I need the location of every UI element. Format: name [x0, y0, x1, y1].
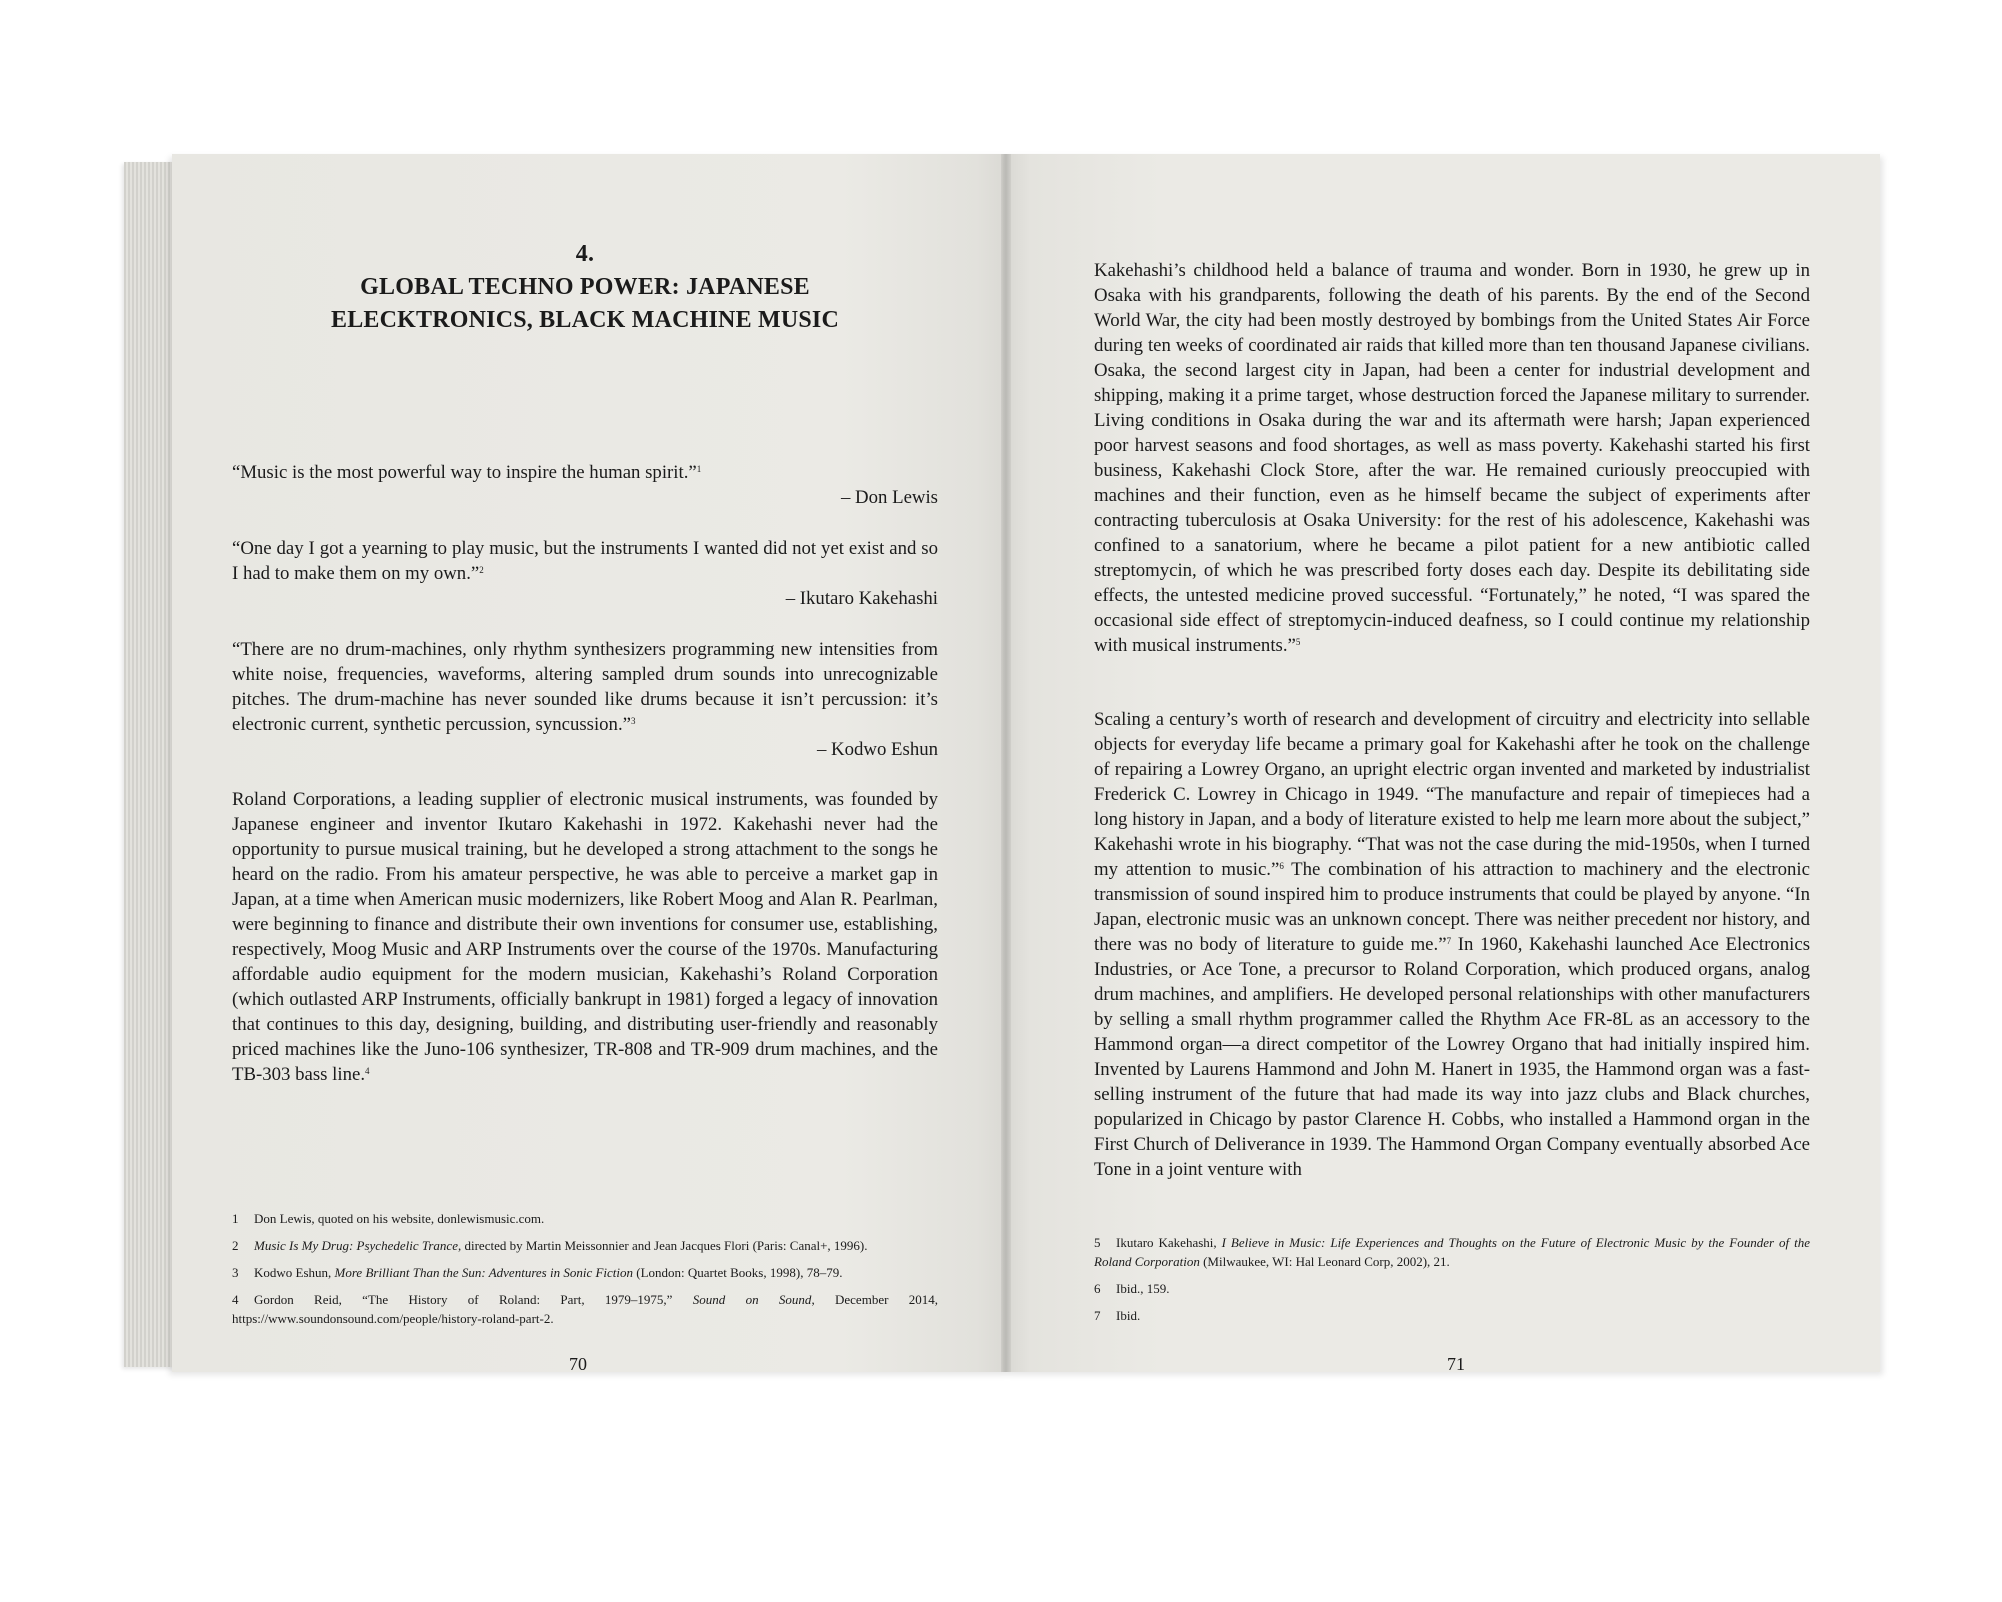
footnote-number: 1 — [232, 1211, 239, 1226]
page-number-right: 71 — [1447, 1354, 1465, 1374]
book-gutter — [1001, 154, 1011, 1372]
epigraph-3-note: 3 — [630, 716, 636, 726]
footnote-1 — [232, 1209, 938, 1228]
footnote-number: 2 — [232, 1238, 239, 1253]
left-body-paragraph — [232, 787, 938, 1087]
page-number-left: 70 — [569, 1354, 587, 1374]
epigraph-2-quote: “One day I got a yearning to play music, but the instruments I wanted did not yet exist and so I had to make them on my own.” — [232, 538, 938, 584]
left-body-text: Roland Corporations, a leading supplier of electronic musical instruments, was founded by Japanese engineer and inventor Ikutaro Kakehashi in 1972. Kakehashi never had the opportunity to pursue musical training, but he developed a strong attachment to the songs he heard on the radio. From his amateur perspective, he was able to perceive a market gap in Japan, at a time when American music modernizers, like Robert Moog and Alan R. Pearlman, were beginning to finance and distribute their own inventions for consumer use, establishing, respectively, Moog Music and ARP Instruments over the course of the 1970s. Manufacturing affordable audio equipment for the modern musician, Kakehashi’s Roland Corporation (which outlasted ARP Instruments, officially bankrupt in 1981) forged a legacy of innovation that continues to this day, designing, building, and distributing user-friendly and reasonably priced machines like the Juno-106 synthesizer, TR-808 and TR-909 drum machines, and the TB-303 bass line. — [232, 789, 938, 1085]
footnote-title: More Brilliant Than the Sun: Adventures in Sonic Fiction — [334, 1265, 634, 1280]
footnote-prefix: Gordon Reid, “The History of Roland: Part, 1979–1975,” — [254, 1292, 693, 1307]
epigraph-2-attribution: – Ikutaro Kakehashi — [785, 588, 938, 609]
footnote-3 — [232, 1263, 938, 1282]
epigraph-1-attribution: – Don Lewis — [840, 487, 938, 508]
footnote-prefix: Ikutaro Kakehashi, — [1116, 1235, 1222, 1250]
epigraph-3 — [232, 637, 938, 762]
footnote-title: Music Is My Drug: Psychedelic Trance — [254, 1238, 458, 1253]
right-footnotes — [1094, 1233, 1810, 1333]
chapter-number: 4. — [575, 241, 595, 267]
right-paragraph-1 — [1094, 258, 1810, 658]
right-paragraph-2-note-a: 6 — [1279, 861, 1284, 871]
epigraph-1 — [232, 460, 938, 510]
epigraph-1-quote: “Music is the most powerful way to inspire the human spirit.” — [232, 462, 697, 483]
footnote-title: I Believe in Music: Life Experiences and Thoughts on the Future of Electronic Music by the Founder of the Roland Corporation — [1094, 1235, 1810, 1269]
footnote-number: 7 — [1094, 1308, 1101, 1323]
left-body-note: 4 — [365, 1066, 370, 1076]
footnote-5 — [1094, 1233, 1810, 1271]
right-paragraph-2 — [1094, 707, 1810, 1182]
chapter-title-line-1: GLOBAL TECHNO POWER: JAPANESE — [360, 274, 810, 300]
footnote-7 — [1094, 1306, 1810, 1325]
epigraph-1-note: 1 — [696, 464, 702, 474]
right-paragraph-2-text-b: The combination of his attraction to machinery and the electronic transmission of sound inspired him to produce instruments that could be played by anyone. “In Japan, electronic music was an unknown concept. There was neither precedent nor history, and there was no body of literature to guide me.” — [1094, 859, 1810, 955]
chapter-title-line-2: ELECKTRONICS, BLACK MACHINE MUSIC — [331, 307, 839, 333]
epigraph-2-note: 2 — [479, 565, 484, 575]
footnote-number: 4 — [232, 1292, 239, 1307]
footnote-2 — [232, 1236, 938, 1255]
footnote-text: , December 2014, https://www.soundonsound.com/people/history-roland-part-2. — [232, 1292, 938, 1326]
footnote-number: 3 — [232, 1265, 239, 1280]
footnote-text: Ibid., 159. — [1116, 1281, 1170, 1296]
footnote-6 — [1094, 1279, 1810, 1298]
right-paragraph-1-text: Kakehashi’s childhood held a balance of trauma and wonder. Born in 1930, he grew up in Osaka with his grandparents, following the death of his parents. By the end of the Second World War, the city had been mostly destroyed by bombings from the United States Air Force during ten weeks of coordinated air raids that killed more than ten thousand Japanese civilians. Osaka, the second largest city in Japan, had been a center for industrial development and shipping, making it a prime target, whose destruction forced the Japanese military to surrender. Living conditions in Osaka during the war and its aftermath were harsh; Japan experienced poor harvest seasons and food shortages, as well as mass poverty. Kakehashi started his first business, Kakehashi Clock Store, after the war. He remained curiously preoccupied with machines and their function, even as he himself became the subject of experiments after contracting tuberculosis at Osaka University: for the rest of his adolescence, Kakehashi was confined to a sanatorium, where he became a pilot patient for a new antibiotic called streptomycin, of which he was prescribed forty doses each day. Despite its debilitating side effects, the untested medicine proved successful. “Fortunately,” he noted, “I was spared the occasional side effect of streptomycin-induced deafness, so I could continue my relationship with musical instruments.” — [1094, 260, 1810, 656]
footnote-text: Don Lewis, quoted on his website, donlewismusic.com. — [254, 1211, 545, 1226]
right-paragraph-2-note-b: 7 — [1446, 936, 1452, 946]
footnote-4 — [232, 1290, 938, 1328]
footnote-text: (Milwaukee, WI: Hal Leonard Corp, 2002), 21. — [1199, 1254, 1450, 1269]
right-paragraph-1-note: 5 — [1295, 637, 1301, 647]
footnote-number: 5 — [1094, 1235, 1101, 1250]
footnote-prefix: Kodwo Eshun, — [254, 1265, 335, 1280]
footnote-text: (London: Quartet Books, 1998), 78–79. — [633, 1265, 843, 1280]
chapter-heading — [232, 238, 938, 337]
right-paragraph-2-text-c: In 1960, Kakehashi launched Ace Electronics Industries, or Ace Tone, a precursor to Roland Corporation, which produced organs, analog drum machines, and amplifiers. He developed personal relationships with other manufacturers by selling a small rhythm programmer called the Rhythm Ace FR-8L as an accessory to the Hammond organ—a direct competitor of the Lowrey Organo that had initially inspired him. Invented by Laurens Hammond and John M. Hanert in 1935, the Hammond organ was a fast-selling instrument of the future that had made its way into jazz clubs and Black churches, popularized in Chicago by pastor Clarence H. Cobbs, who installed a Hammond organ in the First Church of Deliverance in 1939. The Hammond Organ Company eventually absorbed Ace Tone in a joint venture with — [1094, 934, 1811, 1180]
left-footnotes — [232, 1209, 938, 1336]
footnote-number: 6 — [1094, 1281, 1101, 1296]
right-paragraph-2-text-a: Scaling a century’s worth of research and development of circuitry and electricity into sellable objects for everyday life became a primary goal for Kakehashi after he took on the challenge of repairing a Lowrey Organo, an upright electric organ invented and marketed by industrialist Frederick C. Lowrey in Chicago in 1949. “The manufacture and repair of timepieces had a long history in Japan, and a body of literature existed to help me learn more about the subject,” Kakehashi wrote in his biography. “That was not the case during the mid-1950s, when I turned my attention to music.” — [1094, 709, 1810, 880]
epigraph-3-quote: “There are no drum-machines, only rhythm synthesizers programming new intensities from white noise, frequencies, waveforms, altering sampled drum sounds into unrecognizable pitches. The drum-machine has never sounded like drums because it isn’t percussion: it’s electronic current, synthetic percussion, syncussion.” — [232, 639, 938, 735]
footnote-text: , directed by Martin Meissonnier and Jean Jacques Flori (Paris: Canal+, 1996). — [457, 1238, 868, 1253]
footnote-title: Sound on Sound — [692, 1292, 812, 1307]
footnote-text: Ibid. — [1116, 1308, 1141, 1323]
epigraph-2 — [232, 536, 938, 611]
epigraph-3-attribution: – Kodwo Eshun — [816, 739, 938, 760]
